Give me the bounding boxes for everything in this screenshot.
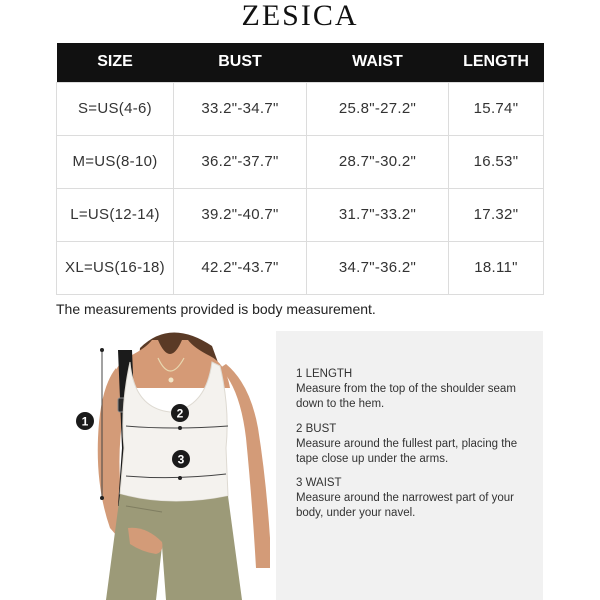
header-waist: WAIST [307, 43, 449, 82]
instruction-waist [296, 476, 536, 521]
table-row [57, 241, 544, 294]
model-illustration [70, 328, 270, 600]
instruction-text: Measure from the top of the shoulder seam down to the hem. [296, 383, 516, 410]
header-size: SIZE [57, 43, 174, 82]
cell-waist: 31.7"-33.2" [307, 188, 449, 241]
table-row [57, 135, 544, 188]
pants [106, 494, 242, 600]
instruction-bust [296, 422, 536, 467]
instruction-heading: 2 BUST [296, 423, 337, 435]
header-length: LENGTH [449, 43, 544, 82]
instruction-text: Measure around the fullest part, placing the tape close up under the arms. [296, 438, 518, 465]
instruction-length [296, 367, 536, 412]
cell-bust: 39.2"-40.7" [174, 188, 307, 241]
header-bust: BUST [174, 43, 307, 82]
cell-waist: 25.8"-27.2" [307, 82, 449, 135]
instruction-heading: 1 LENGTH [296, 368, 353, 380]
cell-bust: 42.2"-43.7" [174, 241, 307, 294]
svg-text:1: 1 [81, 414, 89, 429]
cell-size: L=US(12-14) [57, 188, 174, 241]
size-chart-table [56, 43, 544, 295]
cell-bust: 36.2"-37.7" [174, 135, 307, 188]
brand-logo: ZESICA [241, 0, 359, 32]
model-photo [70, 328, 270, 600]
instructions-panel [276, 331, 543, 600]
cell-length: 17.32" [449, 188, 544, 241]
cell-waist: 34.7"-36.2" [307, 241, 449, 294]
instruction-heading: 3 WAIST [296, 477, 342, 489]
cell-size: S=US(4-6) [57, 82, 174, 135]
svg-text:3: 3 [177, 452, 185, 467]
cell-length: 18.11" [449, 241, 544, 294]
cell-size: XL=US(16-18) [57, 241, 174, 294]
cell-bust: 33.2"-34.7" [174, 82, 307, 135]
instruction-text: Measure around the narrowest part of your body, under your navel. [296, 492, 514, 519]
cell-length: 15.74" [449, 82, 544, 135]
svg-text:2: 2 [176, 406, 184, 421]
cell-size: M=US(8-10) [57, 135, 174, 188]
measurement-note: The measurements provided is body measurement. [56, 301, 376, 317]
table-header-row [57, 43, 544, 82]
waist-marker [172, 450, 190, 468]
length-marker [76, 412, 94, 430]
cell-waist: 28.7"-30.2" [307, 135, 449, 188]
bust-marker [171, 404, 189, 422]
table-row [57, 82, 544, 135]
cell-length: 16.53" [449, 135, 544, 188]
table-row [57, 188, 544, 241]
